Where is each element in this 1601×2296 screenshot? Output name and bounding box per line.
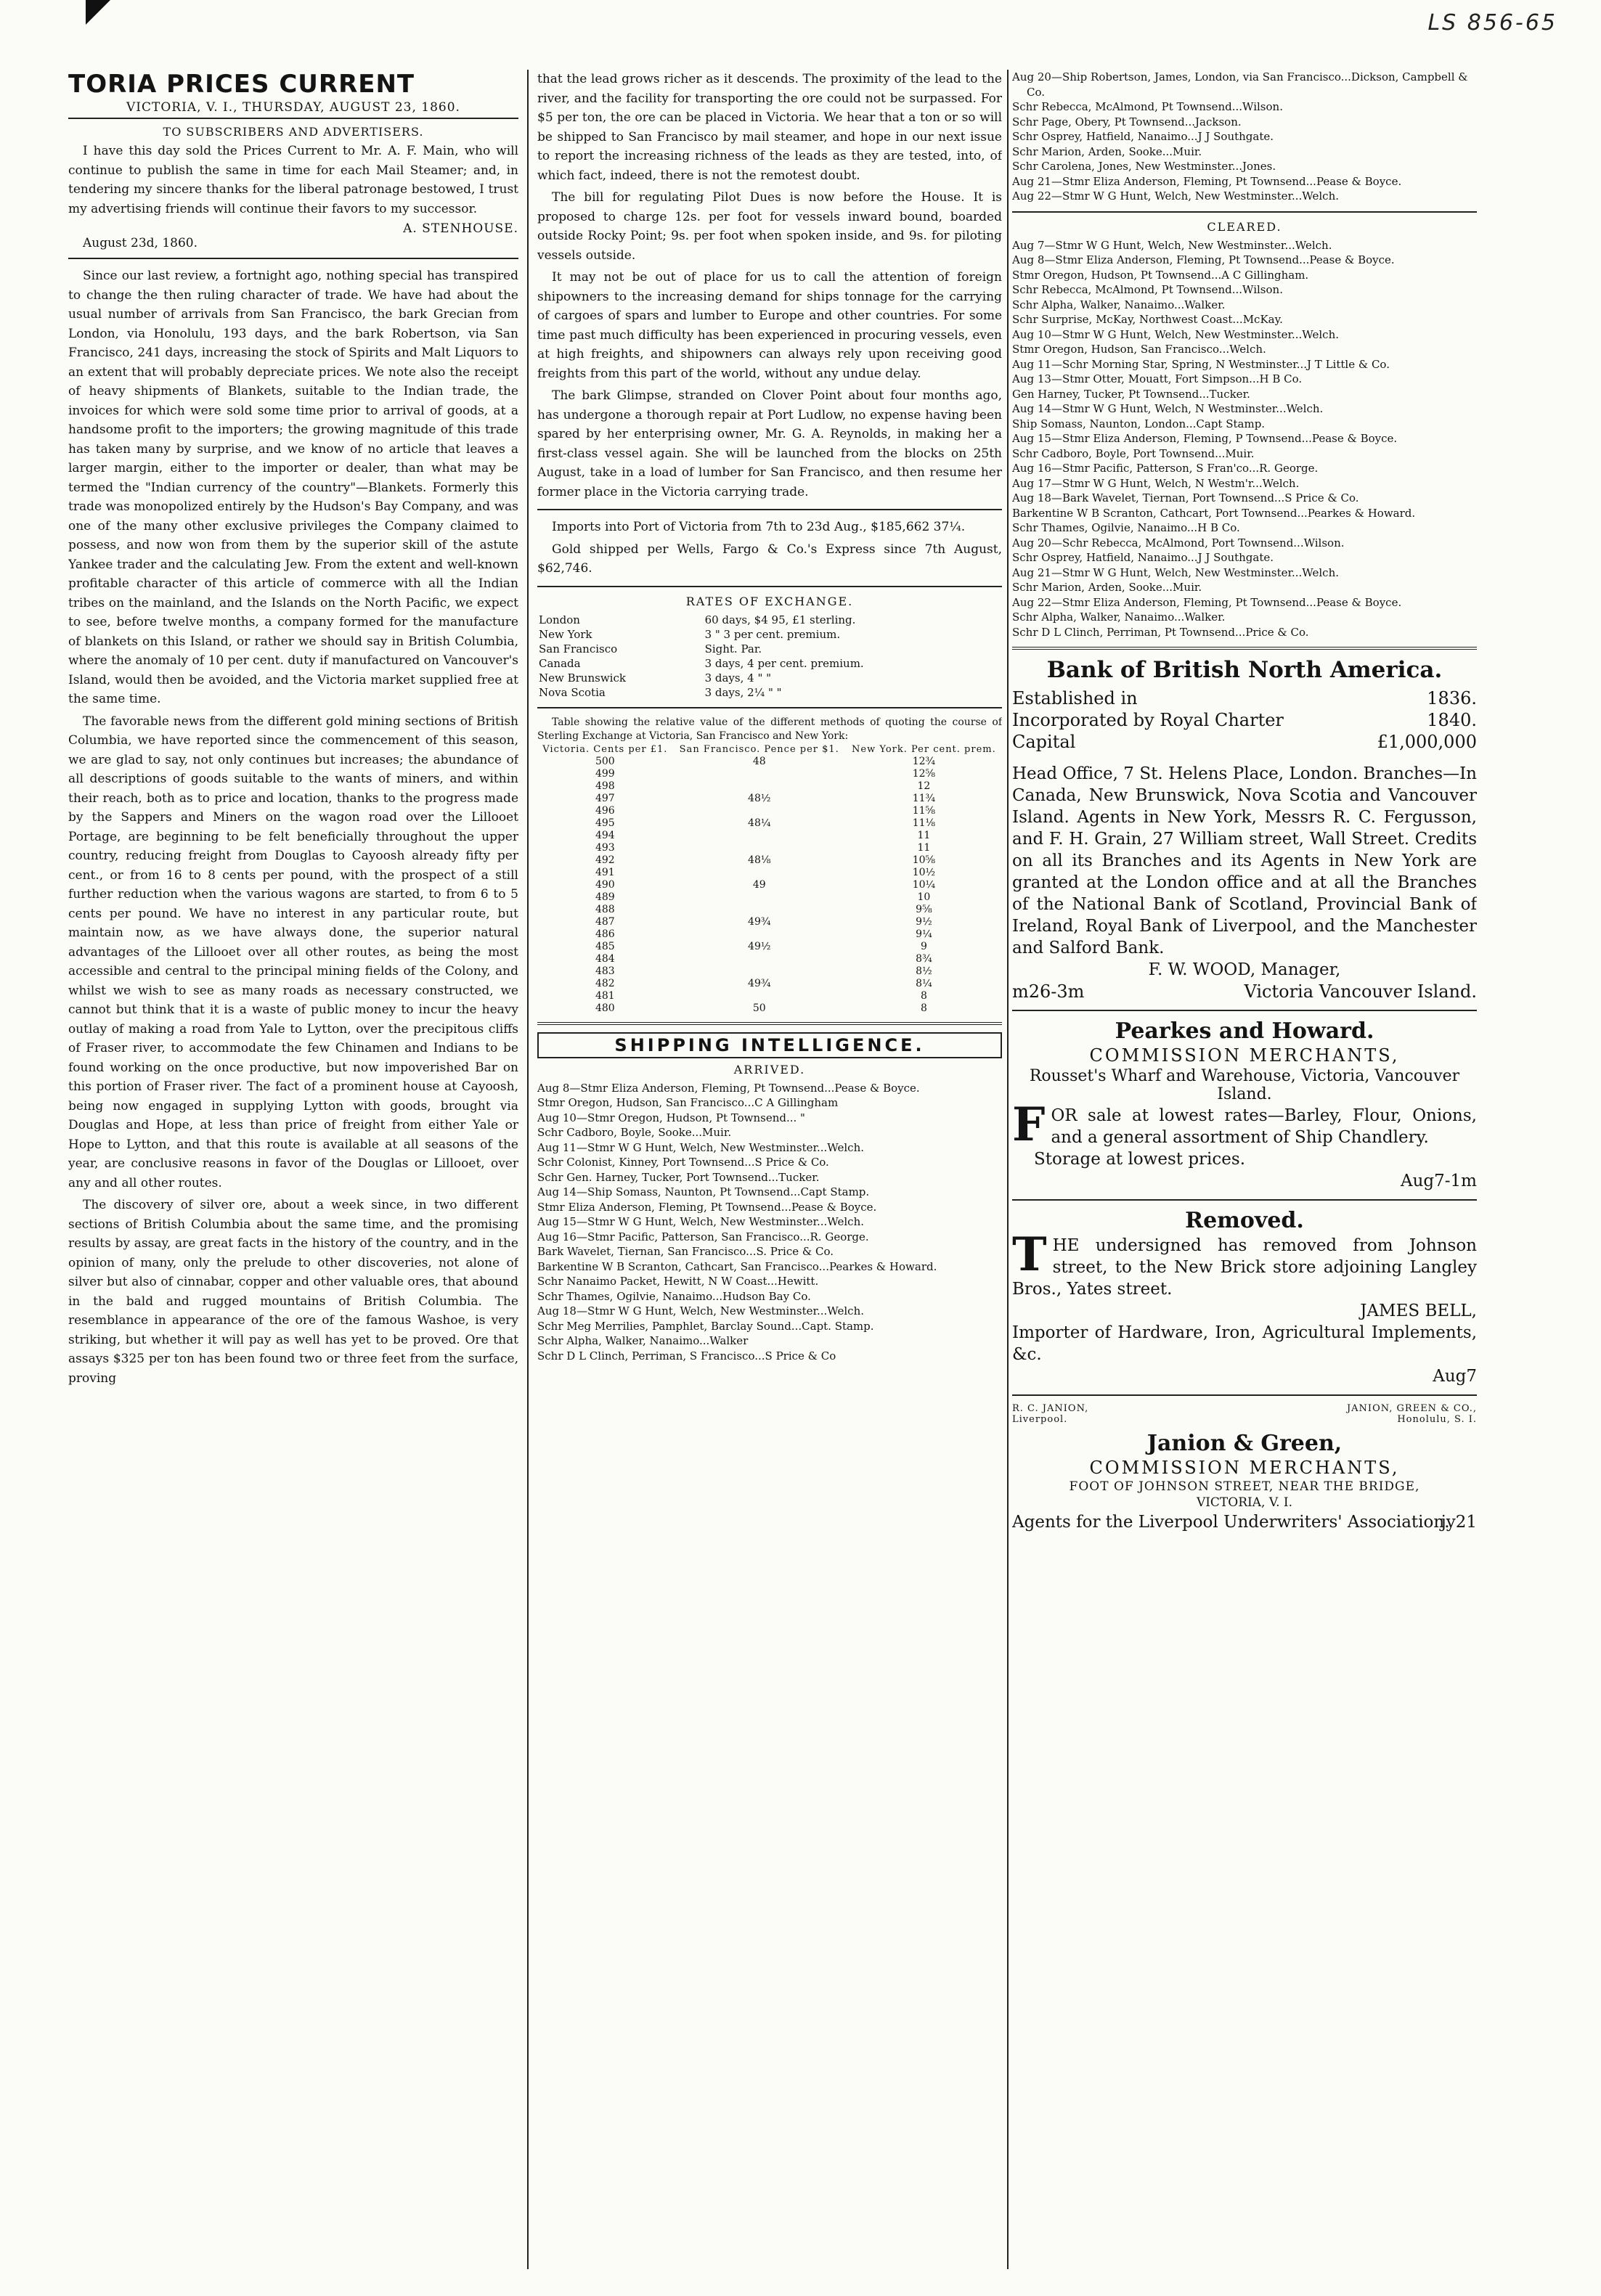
shipping-entry: Schr Carolena, Jones, New Westminster...Jones. [1012, 160, 1276, 173]
shipping-entry: Aug 8—Stmr Eliza Anderson, Fleming, Pt Townsend...Pease & Boyce. [537, 1081, 920, 1095]
pearkes-subtitle: COMMISSION MERCHANTS, [1089, 1045, 1400, 1066]
value-table-row: 485 49½ 9 [595, 940, 927, 952]
shipping-entry: Aug 21—Stmr W G Hunt, Welch, New Westminster...Welch. [1012, 565, 1339, 579]
column-3 [1012, 70, 1477, 2269]
shipping-entry: Aug 10—Stmr Oregon, Hudson, Pt Townsend... " [537, 1111, 805, 1124]
divider [1012, 1199, 1477, 1201]
pearkes-body: FOR sale at lowest rates—Barley, Flour, Onions, and a general assortment of Ship Chandlery. [1012, 1098, 1477, 1152]
exchange-heading: RATES OF EXCHANGE. [685, 594, 854, 608]
value-table-row: 484 8¾ [595, 952, 932, 965]
pearkes-storage: Storage at lowest prices. [1034, 1150, 1246, 1169]
value-table-row: 480 50 8 [595, 1002, 927, 1014]
bank-advertisement [1012, 657, 1477, 1002]
exchange-row: New York 3 " 3 per cent. premium. [539, 627, 841, 641]
value-table-row: 498 12 [595, 780, 931, 792]
shipping-entry: Schr Marion, Arden, Sooke...Muir. [1012, 144, 1202, 158]
value-table-row: 481 8 [595, 989, 927, 1002]
shipping-entry: Schr Meg Merrilies, Pamphlet, Barclay Sound...Capt. Stamp. [537, 1319, 874, 1333]
shipping-entry: Aug 20—Schr Rebecca, McAlmond, Port Townsend...Wilson. [1012, 536, 1345, 550]
exchange-table [537, 613, 1002, 700]
shipping-entry: Schr D L Clinch, Perriman, Pt Townsend...Price & Co. [1012, 625, 1309, 639]
masthead-title: TORIA PRICES CURRENT [68, 70, 415, 99]
shipping-entry: Aug 22—Stmr Eliza Anderson, Fleming, Pt Townsend...Pease & Boyce. [1012, 595, 1402, 609]
shipping-entry: Stmr Oregon, Hudson, San Francisco...Welch. [1012, 343, 1266, 356]
removed-body: THE undersigned has removed from Johnson street, to the New Brick store adjoining Langley Bros., Yates street. [1012, 1227, 1477, 1299]
notice-text: I have this day sold the Prices Current to Mr. A. F. Main, who will continue to publish the same in time for each Mail Steamer; and, in tendering my sincere thanks for the liberal patronage bestowed, I trust my advertising friends will continue their favors to my successor. [68, 144, 518, 216]
review-paragraph: The favorable news from the different gold mining sections of British Columbia, we have reported since the commencement of this season, we are glad to say, not only continues but increases; the abundance of all descriptions of goods suitable to the wants of miners, and within their reach, both as to price and location, thanks to the progress made by the Sappers and Miners on the wagon road over the Lillooet Portage, are beginning to be felt beneficially throughout the upper country, reducing freight from Douglas to Cayoosh already fifty per cent., or from 16 to 8 cents per pound, with the prospect of a still further reduction when the various wagons are started, to from 6 to 5 cents per pound. We have no interest in any particular route, but maintain now, as we have always done, the superior natural advantages of the Lillooet over all other routes, as being the most accessible and central to the principal mining fields of the Colony, and whilst we wish to see as many roads as necessary constructed, we cannot but think that it is a waste of public money to incur the heavy outlay of making a road from Yale to Lytton, over the precipitous cliffs of Fraser river, to accommodate the few Chinamen and Indians to be found working on the once productive, but now impoverished Bar on this portion of Fraser river. The fact of a prominent house at Cayoosh, being now engaged in supplying Lytton with goods, brought via Douglas and Hope, at less than price of freight from either Yale or Hope to Lytton, and that this route is available at all seasons of the year, are conclusive reasons in favor of the Douglas or Lillooet, over any and all other routes. [68, 714, 518, 1190]
divider [537, 707, 1002, 708]
shipping-entry: Aug 16—Stmr Pacific, Patterson, S Fran'co...R. George. [1012, 462, 1319, 475]
shipping-entry: Schr Nanaimo Packet, Hewitt, N W Coast...Hewitt. [537, 1275, 819, 1288]
dropcap: T [1012, 1227, 1047, 1282]
value-table-row: 495 48¼ 11⅛ [595, 817, 936, 829]
shipping-entry: Aug 15—Stmr W G Hunt, Welch, New Westminster...Welch. [537, 1215, 864, 1228]
shipping-entry: Schr D L Clinch, Perriman, S Francisco...S Price & Co [537, 1349, 836, 1363]
shipping-entry: Bark Wavelet, Tiernan, San Francisco...S. Price & Co. [537, 1245, 834, 1258]
shipping-entry: Schr Osprey, Hatfield, Nanaimo...J J Southgate. [1012, 130, 1274, 143]
shipping-entry: Aug 16—Stmr Pacific, Patterson, San Francisco...R. George. [537, 1230, 869, 1243]
review-paragraph: The discovery of silver ore, about a week since, in two different sections of British Columbia about the same time, and the promising results by assay, are great facts in the history of the country, and in the opinion of many, only the prelude to other discoveries, not alone of silver but also of cinnabar, copper and other valuable ores, that abound in the bald and rugged mountains of British Columbia. The resemblance in appearance of the ore of the famous Washoe, is very striking, but whether it will pay as well has yet to be proved. Ore that assays $325 per ton has been found two or three feet from the surface, proving [68, 1198, 518, 1386]
bank-established: Established in 1836. [1012, 688, 1477, 708]
imports-line: Imports into Port of Victoria from 7th to 23d Aug., $185,662 37¼. [552, 520, 966, 534]
shipping-heading: SHIPPING INTELLIGENCE. [537, 1032, 1002, 1058]
column-2 [537, 70, 1002, 2269]
exchange-row: Nova Scotia 3 days, 2¼ " " [539, 685, 782, 699]
shipping-entry: Barkentine W B Scranton, Cathcart, San Francisco...Pearkes & Howard. [537, 1259, 937, 1273]
divider [537, 509, 1002, 510]
bank-body: Head Office, 7 St. Helens Place, London. Branches—In Canada, New Brunswick, Nova Scotia and Vancouver Island. Agents in New York, Messrs R. C. Fergusson, and F. H. Grain, 27 William street, Wall Street. Credits on all its Branches and its Agents in New York are granted at the London office and at all the Branches of the National Bank of Scotland, Provincial Bank of Ireland, Royal Bank of Liverpool, and the Manchester and Salford Bank. [1012, 764, 1477, 957]
shipping-entry: Schr Surprise, McKay, Northwest Coast...McKay. [1012, 313, 1283, 326]
shipping-entry: Aug 17—Stmr W G Hunt, Welch, N Westm'r...Welch. [1012, 476, 1300, 490]
shipping-entry: Aug 18—Stmr W G Hunt, Welch, New Westminster...Welch. [537, 1304, 864, 1317]
value-table-row: 500 48 12¾ [595, 755, 936, 767]
shipping-entry: Aug 15—Stmr Eliza Anderson, Fleming, P Townsend...Pease & Boyce. [1012, 432, 1398, 445]
value-table-header: Victoria. Cents per £1. [542, 743, 668, 755]
arrived-list [537, 1081, 1002, 1364]
shipping-entry: Schr Marion, Arden, Sooke...Muir. [1012, 581, 1202, 594]
exchange-row: London 60 days, $4 95, £1 sterling. [539, 613, 856, 626]
shipping-entry: Schr Gen. Harney, Tucker, Port Townsend...Tucker. [537, 1170, 820, 1184]
cleared-heading: CLEARED. [1207, 219, 1282, 234]
value-table-row: 491 10½ [595, 866, 936, 878]
notice-heading: TO SUBSCRIBERS AND ADVERTISERS. [163, 125, 424, 139]
arrived-list-continued [1012, 70, 1477, 204]
removed-code: Aug7 [1433, 1367, 1477, 1386]
shipping-entry: Schr Thames, Ogilvie, Nanaimo...H B Co. [1012, 521, 1240, 534]
bark-glimpse-paragraph: The bark Glimpse, stranded on Clover Point about four months ago, has undergone a thorough repair at Port Ludlow, no expense having been spared by her enterprising owner, Mr. G. A. Reynolds, in making her a first-class vessel again. She will be launched from the blocks on 25th August, take in a load of lumber for San Francisco, and then resume her former place in the Victoria carrying trade. [537, 388, 1002, 499]
pilot-dues-paragraph: The bill for regulating Pilot Dues is now before the House. It is proposed to charge 12s. per foot for vessels inward bound, boarded outside Rocky Point; 9s. per foot when spoken inside, and 9s. for piloting vessels outside. [537, 190, 1002, 263]
shipping-entry: Aug 14—Stmr W G Hunt, Welch, N Westminster...Welch. [1012, 402, 1324, 415]
shipping-entry: Schr Alpha, Walker, Nanaimo...Walker. [1012, 610, 1226, 624]
divider [1012, 1010, 1477, 1011]
pearkes-address: Rousset's Wharf and Warehouse, Victoria, Vancouver Island. [1029, 1067, 1460, 1103]
pearkes-title: Pearkes and Howard. [1115, 1018, 1374, 1044]
column-rule-2 [1007, 70, 1009, 2269]
janion-advertisement [1012, 1403, 1477, 1533]
shipping-entry: Aug 8—Stmr Eliza Anderson, Fleming, Pt Townsend...Pease & Boyce. [1012, 253, 1395, 266]
shipping-entry: Aug 18—Bark Wavelet, Tiernan, Port Townsend...S Price & Co. [1012, 491, 1359, 504]
shipping-entry: Schr Alpha, Walker, Nanaimo...Walker [537, 1334, 749, 1347]
dateline: VICTORIA, V. I., THURSDAY, AUGUST 23, 1860. [68, 100, 518, 119]
value-table-row: 489 10 [595, 891, 931, 903]
value-table-row: 482 49¾ 8¼ [595, 977, 932, 989]
divider [68, 258, 518, 259]
exchange-row: Canada 3 days, 4 per cent. premium. [539, 656, 864, 670]
shipping-entry: Aug 14—Ship Somass, Naunton, Pt Townsend...Capt Stamp. [537, 1185, 870, 1198]
value-table-row: 497 48½ 11¾ [595, 792, 936, 804]
bank-signer: F. W. WOOD, Manager, [1148, 960, 1341, 979]
janion-header-row: Liverpool. Honolulu, S. I. [1012, 1414, 1477, 1425]
value-table-row: 483 8½ [595, 965, 932, 977]
shipping-entry: Ship Somass, Naunton, London...Capt Stamp. [1012, 417, 1266, 430]
janion-header-row: R. C. JANION, JANION, GREEN & CO., [1012, 1403, 1477, 1414]
exchange-row: New Brunswick 3 days, 4 " " [539, 671, 772, 685]
value-table-row: 493 11 [595, 841, 931, 854]
janion-subtitle: COMMISSION MERCHANTS, [1089, 1458, 1400, 1478]
divider [537, 1022, 1002, 1025]
bank-capital: Capital £1,000,000 [1012, 732, 1477, 752]
review-continued: that the lead grows richer as it descends. The proximity of the lead to the river, and the facility for transporting the ore could not be surpassed. For $5 per ton, the ore can be placed in Victoria. We hear that a ton or so will be shipped to San Francisco by mail steamer, and hope in our next issue to report the increasing richness of the leads as they are tested, into, of which fact, indeed, there is not the remotest doubt. [537, 72, 1002, 183]
shipping-entry: Schr Osprey, Hatfield, Nanaimo...J J Southgate. [1012, 551, 1274, 564]
shipping-entry: Schr Rebecca, McAlmond, Pt Townsend...Wilson. [1012, 283, 1283, 296]
value-table-header: San Francisco. Pence per $1. [679, 743, 839, 755]
shipping-entry: Aug 10—Stmr W G Hunt, Welch, New Westminster...Welch. [1012, 327, 1339, 341]
gold-line: Gold shipped per Wells, Fargo & Co.'s Express since 7th August, $62,746. [537, 542, 1002, 576]
bank-incorporated: Incorporated by Royal Charter 1840. [1012, 710, 1477, 730]
review-paragraph: Since our last review, a fortnight ago, nothing special has transpired to change the then ruling character of trade. We have had about the usual number of arrivals from San Francisco, the bark Grecian from London, via Honolulu, 193 days, and the bark Robertson, via San Francisco, 241 days, increasing the stock of Spirits and Malt Liquors to an extent that will probably depreciate prices. We note also the receipt of heavy shipments of Blankets, suitable to the Indian trade, the invoices for which were sold some time prior to arrival of goods, at a handsome profit to the importers; the growing magnitude of this trade has taken many by surprise, and we know of no article that leaves a larger margin, either to the importer or dealer, than what may be termed the "Indian currency of the country"—Blankets. Formerly this trade was monopolized entirely by the Hudson's Bay Company, and was one of the many other exclusive privileges the Company claimed to possess, and now won from them by the superior skill of the astute Yankee trader and the calculating Jew. From the extent and well-known profitable character of this article of commerce with all the Indian tribes on the mainland, and the Islands on the North Pacific, we expect to see, before twelve months, a company formed for the manufacture of blankets on this Island, or rather we should say in British Columbia, where the anomaly of 10 per cent. duty if manufactured on Vancouver's Island, would then be avoided, and the Victoria market supplied free at the same time. [68, 269, 518, 706]
catalog-handwritten-note: LS 856-65 [1427, 10, 1557, 36]
shipping-entry: Aug 22—Stmr W G Hunt, Welch, New Westminster...Welch. [1012, 189, 1339, 203]
shipping-entry: Aug 21—Stmr Eliza Anderson, Fleming, Pt Townsend...Pease & Boyce. [1012, 174, 1402, 188]
shipping-entry: Aug 13—Stmr Otter, Mouatt, Fort Simpson...H B Co. [1012, 372, 1303, 385]
dropcap: F [1012, 1098, 1046, 1152]
exchange-row: San Francisco Sight. Par. [539, 642, 762, 655]
shipping-entry: Schr Alpha, Walker, Nanaimo...Walker. [1012, 298, 1226, 311]
divider [1012, 1394, 1477, 1396]
shipping-entry: Gen Harney, Tucker, Pt Townsend...Tucker. [1012, 387, 1250, 401]
cleared-list [1012, 238, 1477, 640]
bank-footer: m26-3m Victoria Vancouver Island. [1012, 981, 1477, 1002]
shipping-entry: Aug 7—Stmr W G Hunt, Welch, New Westminster...Welch. [1012, 238, 1332, 252]
arrived-heading: ARRIVED. [733, 1062, 806, 1076]
shipping-entry: Stmr Oregon, Hudson, San Francisco...C A Gillingham [537, 1096, 839, 1109]
bank-title: Bank of British North America. [1046, 657, 1443, 683]
column-rule-1 [527, 70, 529, 2269]
shipping-entry: Barkentine W B Scranton, Cathcart, Port Townsend...Pearkes & Howard. [1012, 506, 1416, 520]
value-table-row: 499 12⅝ [595, 767, 936, 780]
pearkes-code: Aug7-1m [1401, 1172, 1477, 1190]
pearkes-advertisement [1012, 1018, 1477, 1192]
notice-signature: A. STENHOUSE. [403, 221, 518, 236]
shipping-entry: Schr Cadboro, Boyle, Sooke...Muir. [537, 1126, 732, 1139]
janion-title: Janion & Green, [1146, 1431, 1343, 1456]
value-table-header: New York. Per cent. prem. [852, 743, 996, 755]
shipping-entry: Schr Rebecca, McAlmond, Pt Townsend...Wilson. [1012, 100, 1283, 113]
shipping-entry: Stmr Oregon, Hudson, Pt Townsend...A C Gillingham. [1012, 268, 1309, 282]
divider [1012, 211, 1477, 213]
divider [1012, 647, 1477, 650]
shipping-entry: Aug 11—Schr Morning Star, Spring, N Westminster...J T Little & Co. [1012, 357, 1390, 371]
value-table-caption: Table showing the relative value of the different methods of quoting the course of Sterling Exchange at Victoria, San Francisco and New York: [537, 716, 1002, 742]
value-table-row: 487 49¾ 9½ [595, 915, 932, 928]
janion-agents: Agents for the Liverpool Underwriters' Association. [1012, 1513, 1450, 1532]
shipping-entry: Schr Cadboro, Boyle, Port Townsend...Muir. [1012, 446, 1255, 460]
janion-address: FOOT OF JOHNSON STREET, NEAR THE BRIDGE, [1069, 1479, 1420, 1494]
janion-code: jy21 [1441, 1513, 1477, 1532]
value-table-row: 488 9⅝ [595, 903, 932, 915]
value-table-row: 496 11⅝ [595, 804, 936, 817]
removed-desc: Importer of Hardware, Iron, Agricultural Implements, &c. [1012, 1323, 1477, 1364]
removed-title: Removed. [1185, 1208, 1304, 1233]
removed-name: JAMES BELL, [1360, 1302, 1477, 1320]
shipping-entry: Stmr Eliza Anderson, Fleming, Pt Townsend...Pease & Boyce. [537, 1200, 877, 1214]
shipowners-paragraph: It may not be out of place for us to call the attention of foreign shipowners to the increasing demand for ships tonnage for the carrying of cargoes of spars and lumber to Europe and other countries. For some time past much difficulty has been experienced in procuring vessels, even at high freights, and shipowners can always rely upon receiving good freights from this part of the world, without any undue delay. [537, 270, 1002, 381]
notice-date: August 23d, 1860. [83, 236, 198, 250]
shipping-entry: Aug 20—Ship Robertson, James, London, via San Francisco...Dickson, Campbell & Co. [1012, 70, 1468, 99]
janion-city: VICTORIA, V. I. [1196, 1495, 1293, 1510]
value-table-row: 492 48⅛ 10⅝ [595, 854, 936, 866]
corner-tear-mark [86, 0, 110, 25]
shipping-entry: Aug 11—Stmr W G Hunt, Welch, New Westminster...Welch. [537, 1140, 864, 1154]
shipping-entry: Schr Page, Obery, Pt Townsend...Jackson. [1012, 115, 1242, 128]
shipping-entry: Schr Thames, Ogilvie, Nanaimo...Hudson Bay Co. [537, 1289, 811, 1303]
removed-advertisement [1012, 1208, 1477, 1387]
value-table-row: 486 9¼ [595, 928, 932, 940]
divider [537, 586, 1002, 587]
value-table [537, 743, 1002, 1015]
value-table-row: 490 49 10¼ [595, 878, 936, 891]
shipping-entry: Schr Colonist, Kinney, Port Townsend...S Price & Co. [537, 1156, 829, 1169]
column-1 [68, 70, 518, 2269]
value-table-row: 494 11 [595, 829, 931, 841]
